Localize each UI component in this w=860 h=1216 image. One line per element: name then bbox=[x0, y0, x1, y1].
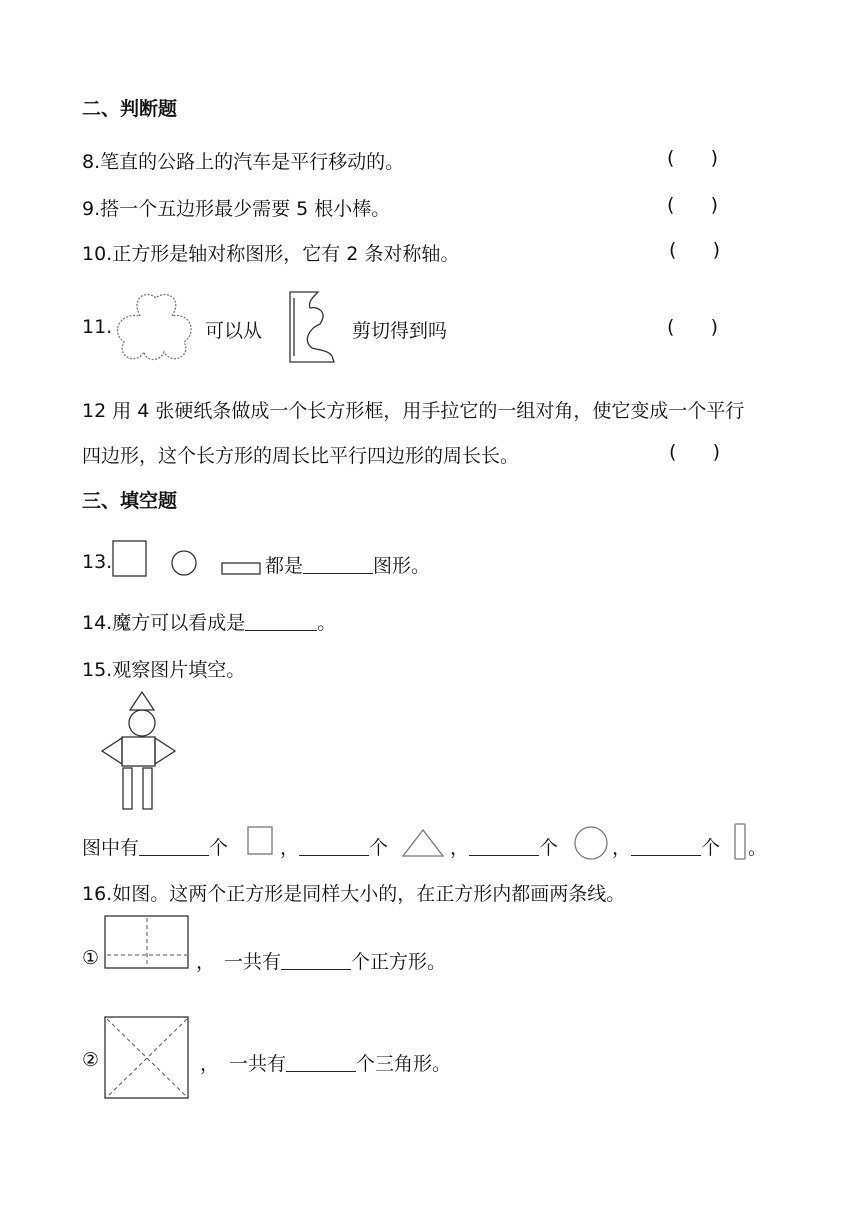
question-14-end: 。 bbox=[317, 612, 337, 634]
question-11-middle-text: 可以从 bbox=[205, 320, 263, 342]
question-11-number: 11. bbox=[82, 316, 113, 338]
question-16-item-1-blank[interactable] bbox=[281, 951, 351, 970]
question-15-prefix: 图中有 bbox=[82, 837, 140, 859]
right-arm-triangle bbox=[155, 738, 175, 764]
question-16-item-2-blank[interactable] bbox=[286, 1053, 356, 1072]
question-15-fill-line bbox=[82, 833, 228, 860]
question-12-line-1: 12 用 4 张硬纸条做成一个长方形框，用手拉它的一组对角，使它变成一个平行 bbox=[82, 400, 745, 422]
question-16-item-2-text-b: 个三角形。 bbox=[356, 1053, 452, 1075]
question-14-line bbox=[82, 608, 336, 635]
question-16-item-2-comma: ， bbox=[200, 1053, 220, 1075]
question-15-segment-4 bbox=[631, 833, 720, 860]
question-12-line-2: 四边形，这个长方形的周长比平行四边形的周长长。 bbox=[82, 445, 520, 467]
question-15-blank-triangles[interactable] bbox=[299, 837, 369, 856]
head-circle bbox=[129, 710, 155, 736]
question-11-answer-parens[interactable]: ( ) bbox=[667, 316, 719, 338]
question-11-end-text: 剪切得到吗 bbox=[352, 320, 448, 342]
question-10-answer-parens[interactable]: ( ) bbox=[669, 239, 721, 261]
question-13-shapes bbox=[112, 540, 272, 580]
question-15-unit-3: 个 bbox=[539, 837, 559, 859]
question-15-blank-squares[interactable] bbox=[139, 837, 209, 856]
question-8-text: 8.笔直的公路上的汽车是平行移动的。 bbox=[82, 151, 405, 173]
question-16-item-1-marker: ① bbox=[82, 947, 100, 969]
question-14-blank[interactable] bbox=[245, 612, 317, 631]
question-15-comma-3: ， bbox=[612, 837, 632, 859]
question-15-unit-1: 个 bbox=[209, 837, 229, 859]
question-15-unit-4: 个 bbox=[701, 837, 721, 859]
folded-paper-figure bbox=[288, 290, 338, 368]
question-16-item-1-text-a: 一共有 bbox=[224, 951, 282, 973]
question-15-comma-2: ， bbox=[450, 837, 470, 859]
question-8-answer-parens[interactable]: ( ) bbox=[667, 147, 719, 169]
question-16-item-1-fill bbox=[224, 947, 446, 974]
question-16-item-1-comma: ， bbox=[196, 951, 216, 973]
right-leg-rectangle bbox=[143, 768, 152, 809]
question-15-comma-1: ， bbox=[280, 837, 300, 859]
question-16-item-2-fill bbox=[229, 1049, 451, 1076]
question-13-blank[interactable] bbox=[303, 555, 373, 574]
square-with-cross-lines-figure bbox=[104, 915, 190, 971]
question-10-text: 10.正方形是轴对称图形，它有 2 条对称轴。 bbox=[82, 243, 460, 265]
question-15-blank-circles[interactable] bbox=[469, 837, 539, 856]
section-3-heading: 三、填空题 bbox=[82, 490, 178, 512]
question-16-item-2-marker: ② bbox=[82, 1049, 100, 1071]
question-15-text: 15.观察图片填空。 bbox=[82, 659, 246, 681]
square-shape bbox=[113, 541, 146, 576]
trefoil-shape-figure bbox=[110, 290, 200, 362]
square-icon bbox=[247, 826, 273, 856]
circle-icon bbox=[572, 824, 610, 862]
left-arm-triangle bbox=[102, 738, 122, 764]
hat-triangle bbox=[130, 692, 154, 710]
body-square bbox=[122, 737, 155, 766]
question-16-text: 16.如图。这两个正方形是同样大小的，在正方形内都画两条线。 bbox=[82, 883, 626, 905]
question-16-item-2-text-a: 一共有 bbox=[229, 1053, 287, 1075]
triangle-icon bbox=[401, 828, 445, 858]
square-with-diagonals-figure bbox=[104, 1016, 190, 1100]
circle-shape bbox=[172, 551, 196, 575]
question-15-blank-rectangles[interactable] bbox=[631, 837, 701, 856]
question-13-text-a: 都是 bbox=[265, 555, 304, 577]
question-14-text: 14.魔方可以看成是 bbox=[82, 612, 246, 634]
question-15-segment-3 bbox=[469, 833, 558, 860]
left-leg-rectangle bbox=[123, 768, 132, 809]
question-9-answer-parens[interactable]: ( ) bbox=[667, 194, 719, 216]
robot-figure bbox=[98, 690, 180, 812]
question-13-number: 13. bbox=[82, 551, 113, 573]
question-16-item-1-text-b: 个正方形。 bbox=[351, 951, 447, 973]
question-12-answer-parens[interactable]: ( ) bbox=[669, 441, 721, 463]
section-2-heading: 二、判断题 bbox=[82, 98, 178, 120]
question-15-end: 。 bbox=[748, 837, 768, 859]
question-15-unit-2: 个 bbox=[369, 837, 389, 859]
question-15-segment-2 bbox=[299, 833, 388, 860]
question-9-text: 9.搭一个五边形最少需要 5 根小棒。 bbox=[82, 198, 391, 220]
rectangle-shape bbox=[222, 563, 260, 574]
rectangle-icon bbox=[734, 823, 748, 861]
question-13-fill-text bbox=[265, 551, 430, 578]
question-13-text-b: 图形。 bbox=[373, 555, 431, 577]
